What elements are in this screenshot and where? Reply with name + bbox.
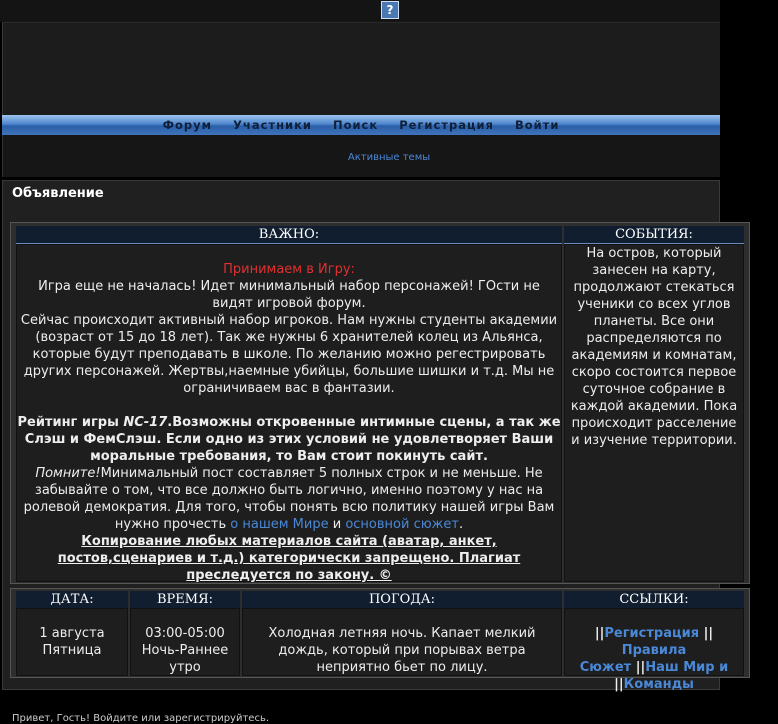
active-topics-link[interactable]: Активные темы: [347, 152, 431, 163]
time-value: 03:00-05:00 Ночь-Раннее утро: [141, 626, 229, 675]
important-cell: [16, 244, 562, 582]
events-cell: [564, 244, 744, 582]
remember-text: Помните!Минимальный пост составляет 5 полных строк и не меньше. Не забывайте о том, что все должно быть логично, именно поэтому у нас на ролевой демократия. Для того, чтобы понять всю политику нашей игры Вам нужно прочесть о нашем Мире и основной сюжет.: [23, 466, 555, 532]
notice-p2: Сейчас происходит активный набор игроков. Нам нужны студенты академии (возраст от 15 до 18 лет). Так же нужны 6 хранителей колец из Альянса, которые будут преподавать в школе. По желанию можно регестрировать других персонажей. Жертвы,наемные убийцы, большие шишки и т.д. Мы не ограничиваем вас в фантазии.: [20, 313, 558, 396]
links-header: ССЫЛКИ:: [564, 591, 744, 609]
rules-link[interactable]: Правила: [621, 643, 687, 658]
notice-p1: Игра еще не началась! Идет минимальный набор персонажей! ГОсти не видят игровой форум.: [38, 279, 540, 311]
copyright-notice: Копирование любых материалов сайта (аватар, анкет, постов,сценариев и т.д.) категорически запрещено. Плагиат преследуется по закону. ©: [57, 534, 521, 583]
welcome-footer: Привет, Гость! Войдите или зарегистрируйтесь.: [12, 713, 270, 724]
links-cell: [564, 608, 744, 692]
events-text: На остров, который занесен на карту, продолжают стекаться ученики со всех углов планеты. Все они распределяются по академиям и комнатам, скоро состоится первое суточное собрание в каждой академии. Пока происходит расселение и изучение территории.: [570, 246, 738, 448]
teams-link[interactable]: Команды: [623, 677, 694, 692]
weather-value: Холодная летняя ночь. Капает мелкий дождь, который при порывах ветра неприятно бьет по лицу.: [268, 626, 536, 675]
nav-members[interactable]: Участники: [233, 118, 312, 132]
nav-forum[interactable]: Форум: [162, 118, 213, 132]
nav-bar: [2, 115, 720, 135]
date-value: 1 августа Пятница: [39, 626, 105, 658]
header-banner: [2, 22, 720, 115]
remember-label: Помните!: [35, 466, 101, 481]
rating-value: NC-17: [123, 415, 168, 430]
announcement-title: Объявление: [12, 186, 104, 201]
links-list: ||Регистрация ||Правила Сюжет ||Наш Мир и ||Команды: [579, 626, 729, 692]
world-link[interactable]: о нашем Мире: [230, 517, 329, 532]
accepting-title: Принимаем в Игру:: [223, 262, 355, 277]
registration-link[interactable]: Регистрация: [604, 626, 700, 641]
date-header: ДАТА:: [16, 591, 128, 609]
time-header: ВРЕМЯ:: [130, 591, 240, 609]
rating-text: Рейтинг игры NC-17.Возможны откровенные интимные сцены, а так же Слэш и ФемСлэш. Если одно из этих условий не удовлетворяет Ваши моральные требования, то Вам стоит покинуть сайт.: [17, 415, 561, 464]
time-cell: [130, 608, 240, 676]
nav-search[interactable]: Поиск: [332, 118, 379, 132]
nav-register[interactable]: Регистрация: [399, 118, 494, 132]
weather-header: ПОГОДА:: [242, 591, 562, 609]
date-cell: [16, 608, 128, 676]
plot-link[interactable]: основной сюжет: [345, 517, 459, 532]
plot-nav-link[interactable]: Сюжет: [579, 660, 632, 675]
nav-login[interactable]: Войти: [514, 118, 560, 132]
help-icon[interactable]: ?: [381, 1, 399, 19]
important-header: ВАЖНО:: [16, 226, 562, 244]
world-nav-link[interactable]: Наш Мир и: [645, 660, 729, 675]
top-bar: [0, 0, 720, 22]
events-header: СОБЫТИЯ:: [564, 226, 744, 244]
weather-cell: [242, 608, 562, 676]
